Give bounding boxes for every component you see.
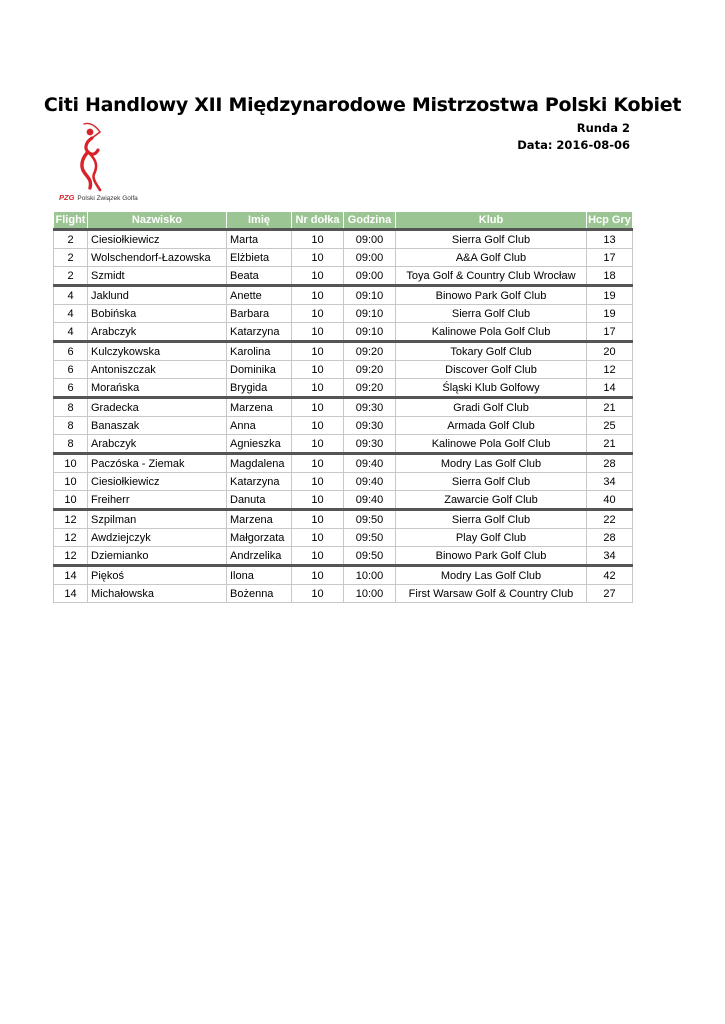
table-row <box>54 585 633 603</box>
tee-time-cell: 10:00 <box>344 566 396 585</box>
table-row <box>54 342 633 361</box>
surname-cell: Piękoś <box>88 566 227 585</box>
tee-time-cell: 09:40 <box>344 454 396 473</box>
tee-time-cell: 09:20 <box>344 342 396 361</box>
flight-cell: 12 <box>54 547 88 566</box>
flight-cell: 8 <box>54 435 88 454</box>
hole-cell: 10 <box>292 510 344 529</box>
page-title: Citi Handlowy XII Międzynarodowe Mistrzostwa Polski Kobiet <box>43 94 682 116</box>
club-cell: Kalinowe Pola Golf Club <box>396 323 587 342</box>
club-cell: Armada Golf Club <box>396 417 587 435</box>
tee-time-cell: 09:10 <box>344 305 396 323</box>
club-cell: Sierra Golf Club <box>396 510 587 529</box>
surname-cell: Ciesiołkiewicz <box>88 473 227 491</box>
first-name-cell: Karolina <box>227 342 292 361</box>
table-row <box>54 510 633 529</box>
tee-time-cell: 09:40 <box>344 473 396 491</box>
hole-cell: 10 <box>292 417 344 435</box>
flight-cell: 8 <box>54 417 88 435</box>
hole-cell: 10 <box>292 473 344 491</box>
logo-name: Polski Związek Golfa <box>77 195 138 202</box>
header-flight: Flight <box>54 212 88 230</box>
tee-time-cell: 09:20 <box>344 361 396 379</box>
table-row <box>54 379 633 398</box>
handicap-cell: 14 <box>587 379 633 398</box>
table-row <box>54 361 633 379</box>
club-cell: Binowo Park Golf Club <box>396 547 587 566</box>
tee-time-cell: 10:00 <box>344 585 396 603</box>
first-name-cell: Bożenna <box>227 585 292 603</box>
hole-cell: 10 <box>292 286 344 305</box>
logo-caption <box>59 193 138 202</box>
first-name-cell: Elżbieta <box>227 249 292 267</box>
logo-abbr: PZG <box>59 193 75 202</box>
surname-cell: Awdziejczyk <box>88 529 227 547</box>
tee-time-cell: 09:40 <box>344 491 396 510</box>
handicap-cell: 19 <box>587 286 633 305</box>
surname-cell: Michałowska <box>88 585 227 603</box>
flight-cell: 4 <box>54 305 88 323</box>
handicap-cell: 40 <box>587 491 633 510</box>
surname-cell: Kulczykowska <box>88 342 227 361</box>
club-cell: Modry Las Golf Club <box>396 454 587 473</box>
flight-cell: 4 <box>54 323 88 342</box>
round-label: Runda 2 <box>576 121 630 135</box>
flight-cell: 10 <box>54 473 88 491</box>
tee-time-cell: 09:50 <box>344 510 396 529</box>
table-row <box>54 454 633 473</box>
table-row <box>54 566 633 585</box>
first-name-cell: Danuta <box>227 491 292 510</box>
flight-cell: 12 <box>54 529 88 547</box>
table-row <box>54 473 633 491</box>
table-row <box>54 323 633 342</box>
club-cell: A&A Golf Club <box>396 249 587 267</box>
hole-cell: 10 <box>292 342 344 361</box>
first-name-cell: Małgorzata <box>227 529 292 547</box>
surname-cell: Wolschendorf-Łazowska <box>88 249 227 267</box>
club-cell: First Warsaw Golf & Country Club <box>396 585 587 603</box>
table-row <box>54 491 633 510</box>
table-header-row <box>54 212 633 230</box>
tee-time-cell: 09:30 <box>344 417 396 435</box>
table-row <box>54 305 633 323</box>
flight-cell: 2 <box>54 267 88 286</box>
table-row <box>54 529 633 547</box>
handicap-cell: 17 <box>587 249 633 267</box>
surname-cell: Antoniszczak <box>88 361 227 379</box>
handicap-cell: 28 <box>587 454 633 473</box>
club-cell: Śląski Klub Golfowy <box>396 379 587 398</box>
header-klub: Klub <box>396 212 587 230</box>
club-cell: Zawarcie Golf Club <box>396 491 587 510</box>
hole-cell: 10 <box>292 249 344 267</box>
table-row <box>54 267 633 286</box>
flight-cell: 4 <box>54 286 88 305</box>
surname-cell: Arabczyk <box>88 323 227 342</box>
handicap-cell: 22 <box>587 510 633 529</box>
club-cell: Binowo Park Golf Club <box>396 286 587 305</box>
handicap-cell: 19 <box>587 305 633 323</box>
table-row <box>54 249 633 267</box>
hole-cell: 10 <box>292 323 344 342</box>
hole-cell: 10 <box>292 267 344 286</box>
club-cell: Sierra Golf Club <box>396 473 587 491</box>
hole-cell: 10 <box>292 398 344 417</box>
date-label: Data: 2016-08-06 <box>517 138 630 152</box>
surname-cell: Jaklund <box>88 286 227 305</box>
table-row <box>54 398 633 417</box>
handicap-cell: 27 <box>587 585 633 603</box>
first-name-cell: Anna <box>227 417 292 435</box>
first-name-cell: Katarzyna <box>227 473 292 491</box>
club-cell: Sierra Golf Club <box>396 230 587 249</box>
club-cell: Tokary Golf Club <box>396 342 587 361</box>
hole-cell: 10 <box>292 491 344 510</box>
header-nr-dolka: Nr dołka <box>292 212 344 230</box>
surname-cell: Paczóska - Ziemak <box>88 454 227 473</box>
first-name-cell: Marzena <box>227 510 292 529</box>
flight-cell: 6 <box>54 342 88 361</box>
flight-cell: 14 <box>54 585 88 603</box>
start-list-table <box>53 211 633 603</box>
handicap-cell: 21 <box>587 435 633 454</box>
club-cell: Modry Las Golf Club <box>396 566 587 585</box>
first-name-cell: Marzena <box>227 398 292 417</box>
flight-cell: 10 <box>54 454 88 473</box>
first-name-cell: Marta <box>227 230 292 249</box>
hole-cell: 10 <box>292 379 344 398</box>
first-name-cell: Anette <box>227 286 292 305</box>
table-row <box>54 286 633 305</box>
surname-cell: Freiherr <box>88 491 227 510</box>
handicap-cell: 42 <box>587 566 633 585</box>
hole-cell: 10 <box>292 547 344 566</box>
surname-cell: Szpilman <box>88 510 227 529</box>
tee-time-cell: 09:00 <box>344 249 396 267</box>
table-row <box>54 417 633 435</box>
table-row <box>54 435 633 454</box>
tee-time-cell: 09:50 <box>344 529 396 547</box>
tee-time-cell: 09:00 <box>344 267 396 286</box>
club-cell: Discover Golf Club <box>396 361 587 379</box>
hole-cell: 10 <box>292 361 344 379</box>
handicap-cell: 13 <box>587 230 633 249</box>
hole-cell: 10 <box>292 566 344 585</box>
header-godzina: Godzina <box>344 212 396 230</box>
header-hcp-gry: Hcp Gry <box>587 212 633 230</box>
first-name-cell: Magdalena <box>227 454 292 473</box>
first-name-cell: Dominika <box>227 361 292 379</box>
first-name-cell: Brygida <box>227 379 292 398</box>
header-nazwisko: Nazwisko <box>88 212 227 230</box>
header-imie: Imię <box>227 212 292 230</box>
first-name-cell: Andrzelika <box>227 547 292 566</box>
flight-cell: 8 <box>54 398 88 417</box>
table-row <box>54 547 633 566</box>
flight-cell: 6 <box>54 379 88 398</box>
surname-cell: Szmidt <box>88 267 227 286</box>
hole-cell: 10 <box>292 454 344 473</box>
flight-cell: 2 <box>54 230 88 249</box>
handicap-cell: 12 <box>587 361 633 379</box>
flight-cell: 2 <box>54 249 88 267</box>
club-cell: Kalinowe Pola Golf Club <box>396 435 587 454</box>
handicap-cell: 28 <box>587 529 633 547</box>
handicap-cell: 18 <box>587 267 633 286</box>
hole-cell: 10 <box>292 529 344 547</box>
hole-cell: 10 <box>292 435 344 454</box>
handicap-cell: 25 <box>587 417 633 435</box>
tee-time-cell: 09:30 <box>344 398 396 417</box>
surname-cell: Dziemianko <box>88 547 227 566</box>
surname-cell: Bobińska <box>88 305 227 323</box>
first-name-cell: Barbara <box>227 305 292 323</box>
surname-cell: Banaszak <box>88 417 227 435</box>
first-name-cell: Katarzyna <box>227 323 292 342</box>
handicap-cell: 20 <box>587 342 633 361</box>
hole-cell: 10 <box>292 585 344 603</box>
surname-cell: Arabczyk <box>88 435 227 454</box>
handicap-cell: 21 <box>587 398 633 417</box>
golfer-logo-icon <box>56 118 136 204</box>
surname-cell: Gradecka <box>88 398 227 417</box>
hole-cell: 10 <box>292 230 344 249</box>
club-cell: Gradi Golf Club <box>396 398 587 417</box>
tee-time-cell: 09:00 <box>344 230 396 249</box>
tee-time-cell: 09:10 <box>344 323 396 342</box>
handicap-cell: 34 <box>587 473 633 491</box>
surname-cell: Morańska <box>88 379 227 398</box>
tee-time-cell: 09:30 <box>344 435 396 454</box>
first-name-cell: Beata <box>227 267 292 286</box>
handicap-cell: 34 <box>587 547 633 566</box>
surname-cell: Ciesiołkiewicz <box>88 230 227 249</box>
tee-time-cell: 09:50 <box>344 547 396 566</box>
club-cell: Play Golf Club <box>396 529 587 547</box>
first-name-cell: Ilona <box>227 566 292 585</box>
flight-cell: 6 <box>54 361 88 379</box>
hole-cell: 10 <box>292 305 344 323</box>
tee-time-cell: 09:10 <box>344 286 396 305</box>
handicap-cell: 17 <box>587 323 633 342</box>
first-name-cell: Agnieszka <box>227 435 292 454</box>
tee-time-cell: 09:20 <box>344 379 396 398</box>
flight-cell: 12 <box>54 510 88 529</box>
club-cell: Toya Golf & Country Club Wrocław <box>396 267 587 286</box>
flight-cell: 14 <box>54 566 88 585</box>
table-row <box>54 230 633 249</box>
club-cell: Sierra Golf Club <box>396 305 587 323</box>
flight-cell: 10 <box>54 491 88 510</box>
